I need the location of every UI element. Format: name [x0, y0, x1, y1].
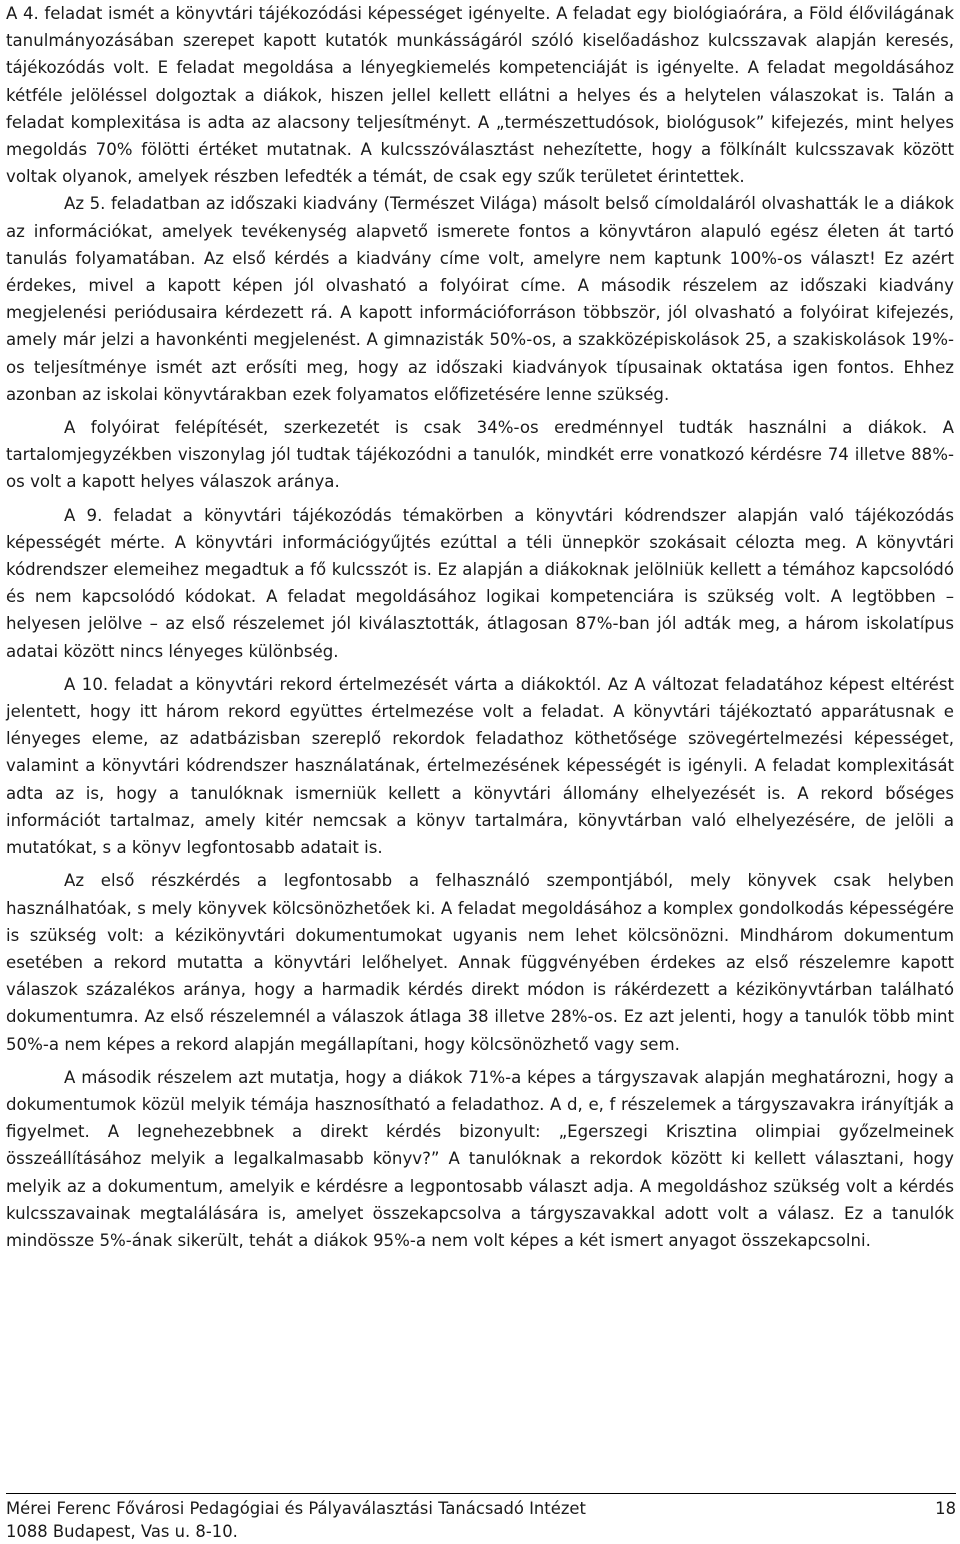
- page-number: 18: [935, 1499, 956, 1518]
- paragraph-task-9: A 9. feladat a könyvtári tájékozódás témakörben a könyvtári kódrendszer alapján való tájékozódás képességét mérte. A könyvtári információgyűjtés ezúttal a téli ünnepkör szokásait célozta meg. A könyvtári kódrendszer elemeihez megadtuk a fő kulcsszót is. Ez alapján a diákoknak jelölniük kellett a témához kapcsolódó és nem kapcsolódó kódokat. A feladat megoldásához logikai kompetenciára is szükség volt. A legtöbben – helyesen jelölve – az első részelemet jól kiválasztották, átlagosan 87%-ban jól adták meg, a három iskolatípus adatai között nincs lényeges különbség.: [6, 505, 954, 661]
- paragraph-task-4: A 4. feladat ismét a könyvtári tájékozódási képességet igényelte. A feladat egy biológiaórára, a Föld élővilágának tanulmányozásában szerepet kapott kutatók munkásságáról szóló kiselőadáshoz kulcsszavak alapján keresés, tájékozódás volt. E feladat megoldása a lényegkiemelés kompetenciáját is igényelte. A feladat megoldásához kétféle jelöléssel dolgoztak a diákok, hiszen jellel kellett ellátni a helyes és a helytelen válaszokat is. Talán a feladat komplexitása is adta az alacsony teljesítményt. A „természettudósok, biológusok” kifejezés, mint helyes megoldás 70% fölötti értéket mutatnak. A kulcsszóválasztást nehezítette, hogy a fölkínált kulcsszavak között voltak olyanok, amelyek részben lefedték a témát, de csak egy szűk területet érintettek.: [6, 4, 954, 187]
- footer-divider: [6, 1493, 956, 1494]
- document-body: [6, 0, 954, 1254]
- paragraph-first-subquestion: Az első részkérdés a legfontosabb a felhasználó szempontjából, mely könyvek csak helyben használhatóak, s mely könyvek kölcsönözhetőek ki. A feladat megoldásához a komplex gondolkodás képességére is szükség volt: a kézikönyvtári dokumentumokat ugyanis nem lehet kölcsönözni. Mindhárom dokumentum esetében a rekord mutatta a könyvtári lelőhelyet. Annak függvényében érdekes az első részelemre kapott válaszok százalékos aránya, hogy a harmadik kérdés direkt módon is rákérdezett a kézikönyvtárban található dokumentumra. Az első részelemnél a válaszok átlaga 38 illetve 28%-os. Ez azt jelenti, hogy a tanulók több mint 50%-a nem képes a rekord alapján megállapítani, hogy kölcsönözhető vagy sem.: [6, 871, 954, 1054]
- paragraph-task-10: A 10. feladat a könyvtári rekord értelmezését várta a diákoktól. Az A változat feladatához képest eltérést jelentett, hogy itt három rekord együttes értelmezése volt a feladat. A könyvtári tájékoztató apparátusnak e lényeges eleme, az adatbázisban szereplő rekordok feladathoz köthetősége szövegértelmezési képességet, valamint a könyvtári kódrendszer használatának, értelmezésének képességét is igényli. A feladat komplexitását adta az is, hogy a tanulóknak ismerniük kellett a könyvtári állomány elhelyezését is. A rekord bőséges információt tartalmaz, amely kitér nemcsak a könyv tartalmára, könyvtárban való elhelyezésére, de jelöli a mutatókat, s a könyv legfontosabb adatait is.: [6, 674, 954, 858]
- paragraph-task-5: Az 5. feladatban az időszaki kiadvány (Természet Világa) másolt belső címoldaláról olvashatták le a diákok az információkat, amelyek tevékenység alapvető ismerete fontos a könyvtáron alapuló egész életen át tartó tanulás folyamatában. Az első kérdés a kiadvány címe volt, amelyre nem kaptunk 100%-os választ! Ez azért érdekes, mivel a kapott képen jól olvasható a folyóirat címe. A második részelem az időszaki kiadvány megjelenési periódusaira kérdezett rá. A kapott információforráson többször, jól olvasható a folyóirat kifejezés, amely már jelzi a havonkénti megjelenést. A gimnazisták 50%-os, a szakközépiskolások 25, a szakiskolások 19%-os teljesítménye ismét azt erősíti meg, hogy az időszaki kiadványok típusainak oktatása igen fontos. Ehhez azonban az iskolai könyvtárakban ezek folyamatos előfizetésére lenne szükség.: [6, 194, 954, 404]
- paragraph-second-subelement: A második részelem azt mutatja, hogy a diákok 71%-a képes a tárgyszavak alapján meghatározni, hogy a dokumentumok közül melyik témája hasznosítható a feladathoz. A d, e, f részelemek a tárgyszavakra irányítják a figyelmet. A legnehezebbnek a direkt kérdés bizonyult: „Egerszegi Krisztina olimpiai győzelmeinek összeállításához melyik a legalkalmasabb könyv?” A tanulóknak a rekordok között ki kellett választani, hogy melyik az a dokumentum, amelyik e kérdésre a legpontosabb választ adja. A megoldáshoz szükség volt a kérdés kulcsszavainak megtalálására is, amelyet összekapcsolva a tárgyszavakkal adott volt a válasz. Ez a tanulók mindössze 5%-ának sikerült, tehát a diákok 95%-a nem volt képes a két ismert anyagot összekapcsolni.: [6, 1067, 954, 1250]
- footer-address: 1088 Budapest, Vas u. 8-10.: [6, 1522, 238, 1541]
- page-footer: [6, 1497, 956, 1543]
- paragraph-journal-structure: A folyóirat felépítését, szerkezetét is csak 34%-os eredménnyel tudták használni a diákok. A tartalomjegyzékben viszonylag jól tudtak tájékozódni a tanulók, mindkét erre vonatkozó kérdésre 74 illetve 88%-os volt a kapott helyes válaszok aránya.: [6, 418, 954, 492]
- footer-institution: Mérei Ferenc Fővárosi Pedagógiai és Pályaválasztási Tanácsadó Intézet: [6, 1499, 586, 1518]
